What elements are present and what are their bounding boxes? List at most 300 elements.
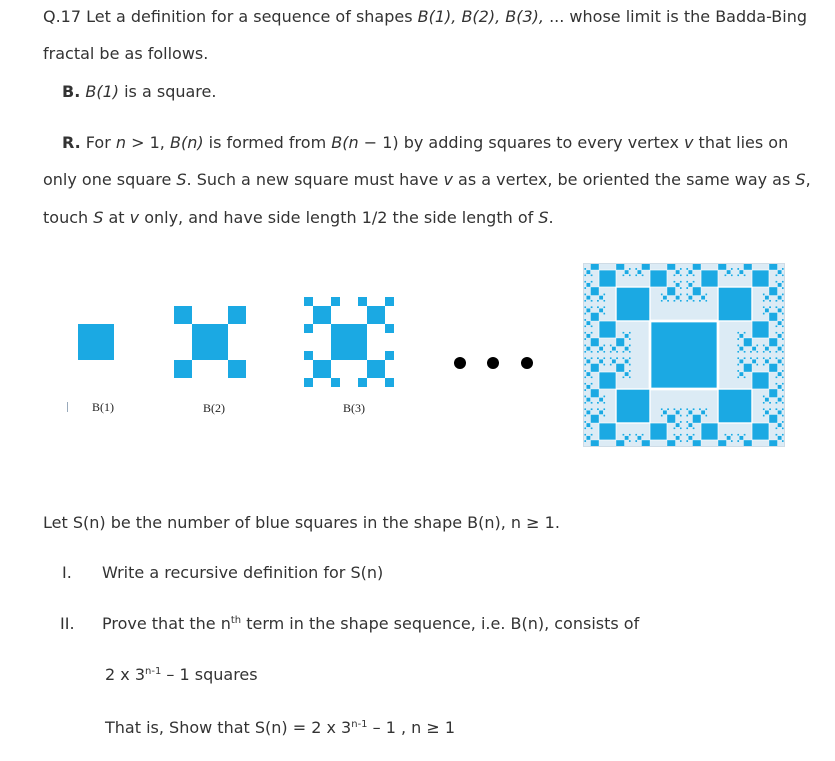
fractal-square xyxy=(599,359,603,363)
fractal-square xyxy=(782,338,784,340)
fractal-square xyxy=(737,370,739,372)
fractal-square xyxy=(686,415,688,417)
fractal-square xyxy=(586,359,590,363)
fractal-square xyxy=(622,332,624,334)
fractal-square xyxy=(586,283,590,287)
fractal-square xyxy=(663,296,667,300)
fractal-square xyxy=(610,364,612,366)
fractal-square xyxy=(667,264,676,270)
fractal-square xyxy=(591,264,600,270)
fractal-square xyxy=(629,376,631,378)
fractal-square xyxy=(765,347,769,351)
fractal-square xyxy=(763,402,765,404)
fractal-square xyxy=(603,300,605,302)
fractal-square xyxy=(782,389,784,391)
fractal-square xyxy=(718,287,752,321)
fractal-square xyxy=(778,359,782,363)
fractal-square xyxy=(635,434,637,436)
fractal-square xyxy=(586,308,590,312)
blue-square xyxy=(313,306,331,324)
fractal-square xyxy=(756,364,758,366)
fractal-square xyxy=(763,293,765,295)
fractal-square xyxy=(705,408,707,410)
fractal-square xyxy=(763,395,765,397)
fractal-square xyxy=(775,306,777,308)
fractal-square xyxy=(756,351,758,353)
fractal-square xyxy=(688,436,692,440)
fractal-square xyxy=(625,334,629,338)
fractal-square xyxy=(775,376,777,378)
blue-square xyxy=(385,351,394,360)
fractal-square xyxy=(673,274,675,276)
task-i-text: Write a recursive definition for S(n) xyxy=(102,563,384,582)
fractal-square xyxy=(782,427,784,429)
fractal-square xyxy=(599,372,616,389)
fractal-square xyxy=(775,332,777,334)
fractal-square xyxy=(782,268,784,270)
fractal-square xyxy=(591,383,593,385)
blue-square xyxy=(331,297,340,306)
fractal-square xyxy=(699,300,701,302)
fractal-square xyxy=(650,321,718,389)
blue-square xyxy=(228,306,246,324)
fractal-square xyxy=(584,395,586,397)
fractal-square xyxy=(599,347,603,351)
fractal-square xyxy=(778,423,782,427)
fractal-square xyxy=(603,408,605,410)
fractal-square xyxy=(739,436,743,440)
fractal-square xyxy=(676,423,680,427)
fractal-square xyxy=(699,408,701,410)
fractal-square xyxy=(769,440,778,446)
fractal-square xyxy=(591,338,600,347)
fractal-square xyxy=(769,364,778,373)
fractal-square xyxy=(584,364,586,366)
fractal-square xyxy=(629,332,631,334)
fractal-square xyxy=(584,440,586,442)
fractal-square xyxy=(591,300,593,302)
fractal-square xyxy=(616,357,618,359)
fractal-square xyxy=(591,351,593,353)
fractal-square xyxy=(763,300,765,302)
fractal-square xyxy=(775,281,777,283)
fractal-square xyxy=(701,423,718,440)
fractal-square xyxy=(584,376,586,378)
fractal-square xyxy=(591,287,600,296)
fractal-square xyxy=(705,300,707,302)
fractal-square xyxy=(599,398,603,402)
shape-b3 xyxy=(304,297,394,387)
task-i-label: I. xyxy=(62,563,72,582)
fractal-square xyxy=(782,370,784,372)
fractal-square xyxy=(584,319,586,321)
fractal-square xyxy=(584,383,586,385)
fractal-square xyxy=(782,421,784,423)
fractal-square xyxy=(737,357,739,359)
fractal-square xyxy=(622,351,624,353)
fractal-square xyxy=(616,338,625,347)
fractal-square xyxy=(705,293,707,295)
fractal-square xyxy=(744,274,746,276)
shape-sequence-figure xyxy=(60,292,420,392)
fractal-square xyxy=(778,321,782,325)
fractal-square xyxy=(676,436,680,440)
fractal-square xyxy=(597,306,599,308)
fractal-square xyxy=(661,293,663,295)
fractal-square xyxy=(744,376,746,378)
blue-square xyxy=(174,360,192,378)
fractal-square xyxy=(680,293,682,295)
fractal-square xyxy=(584,421,586,423)
fractal-square xyxy=(591,274,593,276)
fractal-square xyxy=(584,300,586,302)
fractal-square xyxy=(737,434,739,436)
fractal-square xyxy=(584,344,586,346)
fractal-square xyxy=(737,338,739,340)
fractal-square xyxy=(622,357,624,359)
fractal-square xyxy=(769,415,778,424)
fractal-square xyxy=(663,410,667,414)
fractal-square xyxy=(599,410,603,414)
fractal-square xyxy=(782,300,784,302)
fractal-square xyxy=(688,270,692,274)
fractal-square xyxy=(586,270,590,274)
fractal-square xyxy=(635,440,637,442)
formula-line: 2 x 3$^{n-1}$ – 1 squares xyxy=(105,665,258,684)
fractal-square xyxy=(782,281,784,283)
fractal-square xyxy=(591,306,593,308)
fractal-square xyxy=(616,351,618,353)
fractal-square xyxy=(584,325,586,327)
figure-tick-mark xyxy=(67,402,68,412)
basis-label: B. xyxy=(62,82,81,101)
fractal-square xyxy=(688,296,692,300)
fractal-square xyxy=(782,357,784,359)
fractal-square xyxy=(778,334,782,338)
fractal-square xyxy=(763,306,765,308)
fractal-square xyxy=(750,357,752,359)
fractal-square xyxy=(676,296,680,300)
fractal-square xyxy=(737,376,739,378)
fractal-square xyxy=(705,415,707,417)
blue-square xyxy=(174,306,192,324)
fractal-square xyxy=(739,372,743,376)
fractal-square xyxy=(763,351,765,353)
fractal-square xyxy=(693,281,695,283)
fractal-square xyxy=(591,434,593,436)
fractal-square xyxy=(686,427,688,429)
fractal-square xyxy=(782,287,784,289)
blue-square xyxy=(331,378,340,387)
fractal-square xyxy=(610,351,612,353)
fractal-square xyxy=(586,423,590,427)
fractal-square xyxy=(591,376,593,378)
fractal-square xyxy=(727,270,731,274)
fractal-square xyxy=(737,344,739,346)
fractal-square xyxy=(584,268,586,270)
fractal-square xyxy=(680,440,682,442)
fractal-square xyxy=(782,440,784,442)
fractal-square xyxy=(629,351,631,353)
task-ii-label: II. xyxy=(60,614,75,633)
fractal-square xyxy=(769,389,778,398)
fractal-square xyxy=(778,283,782,287)
fractal-square xyxy=(739,359,743,363)
fractal-square xyxy=(586,398,590,402)
fractal-square xyxy=(731,434,733,436)
fractal-square xyxy=(584,408,586,410)
fractal-square xyxy=(591,357,593,359)
fractal-square xyxy=(584,357,586,359)
fractal-square xyxy=(603,402,605,404)
fractal-square xyxy=(782,434,784,436)
fractal-square xyxy=(642,264,651,270)
fractal-square xyxy=(597,408,599,410)
fractal-square xyxy=(686,293,688,295)
fractal-square xyxy=(763,364,765,366)
fractal-square xyxy=(686,274,688,276)
fractal-square xyxy=(642,274,644,276)
fractal-square xyxy=(737,332,739,334)
fractal-square xyxy=(661,408,663,410)
fractal-square xyxy=(629,268,631,270)
fractal-square xyxy=(586,321,590,325)
fractal-square xyxy=(584,338,586,340)
fractal-square xyxy=(635,268,637,270)
fractal-square xyxy=(612,359,616,363)
fractal-square xyxy=(586,347,590,351)
fractal-square xyxy=(625,372,629,376)
fractal-square xyxy=(586,385,590,389)
fractal-square xyxy=(622,274,624,276)
fractal-square xyxy=(584,434,586,436)
blue-square xyxy=(313,360,331,378)
ellipsis-dot-3 xyxy=(521,357,533,369)
blue-square xyxy=(331,324,367,360)
fractal-square xyxy=(642,434,644,436)
fractal-square xyxy=(756,344,758,346)
ellipsis-dot-2 xyxy=(487,357,499,369)
fractal-square xyxy=(625,436,629,440)
blue-square xyxy=(304,378,313,387)
fractal-square xyxy=(744,434,746,436)
fractal-square xyxy=(597,300,599,302)
fractal-square xyxy=(778,398,782,402)
fractal-square xyxy=(744,264,753,270)
blue-square xyxy=(367,306,385,324)
fractal-square xyxy=(603,395,605,397)
fractal-square xyxy=(686,268,688,270)
fractal-square xyxy=(744,357,746,359)
blue-square xyxy=(228,360,246,378)
fractal-square xyxy=(778,296,782,300)
fractal-square xyxy=(676,270,680,274)
fractal-square xyxy=(693,415,702,424)
fractal-square xyxy=(701,270,718,287)
fractal-square xyxy=(739,334,743,338)
fractal-square xyxy=(680,268,682,270)
fractal-square xyxy=(650,270,667,287)
fractal-square xyxy=(591,364,600,373)
fractal-square xyxy=(775,325,777,327)
fractal-square xyxy=(744,351,746,353)
fractal-square xyxy=(744,332,746,334)
recursion-label: R. xyxy=(62,133,81,152)
fractal-square xyxy=(782,325,784,327)
recursion-line-1: R. For n > 1, B(n) is formed from B(n − 1) by adding squares to every vertex v that lies on xyxy=(62,133,789,152)
fractal-square xyxy=(769,357,771,359)
fractal-square xyxy=(782,274,784,276)
fractal-square xyxy=(769,408,771,410)
blue-square xyxy=(385,324,394,333)
task-intro: Let S(n) be the number of blue squares in the shape B(n), n ≥ 1. xyxy=(43,513,560,532)
fractal-square xyxy=(688,423,692,427)
fractal-square xyxy=(680,300,682,302)
fractal-square xyxy=(603,357,605,359)
fractal-square xyxy=(782,364,784,366)
fractal-square xyxy=(693,274,695,276)
fractal-square xyxy=(625,359,629,363)
fractal-square xyxy=(775,300,777,302)
fractal-square xyxy=(616,287,650,321)
fractal-square xyxy=(584,402,586,404)
fractal-square xyxy=(778,308,782,312)
fractal-square xyxy=(584,306,586,308)
question-line-2: fractal be as follows. xyxy=(43,44,209,63)
fractal-square xyxy=(731,274,733,276)
fractal-square xyxy=(597,351,599,353)
fractal-square xyxy=(603,344,605,346)
fractal-square xyxy=(775,274,777,276)
blue-square xyxy=(304,351,313,360)
fractal-square xyxy=(584,427,586,429)
fractal-square xyxy=(584,274,586,276)
fractal-square xyxy=(667,408,669,410)
question-number: Q.17 xyxy=(43,7,82,26)
blue-square xyxy=(385,297,394,306)
label-b2: B(2) xyxy=(203,401,225,415)
label-b1: B(1) xyxy=(92,400,114,414)
fractal-square xyxy=(591,402,593,404)
fractal-square xyxy=(765,359,769,363)
fractal-square xyxy=(610,344,612,346)
fractal-square xyxy=(680,427,682,429)
fractal-square xyxy=(769,306,771,308)
fractal-square xyxy=(650,423,667,440)
fractal-square xyxy=(782,415,784,417)
fractal-square xyxy=(737,440,739,442)
blue-square xyxy=(78,324,114,360)
fractal-square xyxy=(782,293,784,295)
fractal-square xyxy=(673,281,675,283)
fractal-drawing xyxy=(584,264,784,446)
fractal-square xyxy=(597,357,599,359)
fractal-square xyxy=(591,427,593,429)
fractal-square xyxy=(752,270,769,287)
shape-b1 xyxy=(78,324,114,360)
fractal-square xyxy=(701,296,705,300)
blue-square xyxy=(385,378,394,387)
fractal-square xyxy=(765,296,769,300)
fractal-square xyxy=(782,313,784,315)
fractal-square xyxy=(765,308,769,312)
fractal-square xyxy=(629,338,631,340)
recursion-line-2: only one square S. Such a new square must have v as a vertex, be oriented the same way as S, xyxy=(43,170,811,189)
fractal-square xyxy=(673,427,675,429)
fractal-square xyxy=(622,434,624,436)
fractal-square xyxy=(622,376,624,378)
fractal-square xyxy=(584,389,586,391)
fractal-square xyxy=(584,287,586,289)
fractal-square xyxy=(769,264,778,270)
fractal-square xyxy=(782,344,784,346)
fractal-square xyxy=(584,293,586,295)
fractal-square xyxy=(584,351,586,353)
fractal-square xyxy=(680,415,682,417)
fractal-square xyxy=(586,410,590,414)
fractal-square xyxy=(782,395,784,397)
fractal-square xyxy=(591,332,593,334)
fractal-square xyxy=(752,347,756,351)
fractal-square xyxy=(693,287,702,296)
fractal-square xyxy=(686,287,688,289)
fractal-square xyxy=(718,440,727,446)
fractal-square xyxy=(635,274,637,276)
fractal-square xyxy=(584,313,586,315)
fractal-square xyxy=(667,287,676,296)
fractal-square xyxy=(584,415,586,417)
fractal-square xyxy=(637,436,641,440)
fractal-square xyxy=(586,334,590,338)
fractal-square xyxy=(752,372,769,389)
fractal-square xyxy=(775,408,777,410)
fractal-square xyxy=(591,415,600,424)
fractal-square xyxy=(763,408,765,410)
fractal-square xyxy=(667,300,669,302)
fractal-square xyxy=(661,300,663,302)
fractal-square xyxy=(586,296,590,300)
fractal-square xyxy=(693,300,695,302)
fractal-square xyxy=(763,415,765,417)
shape-b2 xyxy=(174,306,246,378)
fractal-square xyxy=(782,402,784,404)
fractal-square xyxy=(769,402,771,404)
fractal-square xyxy=(744,440,753,446)
fractal-square xyxy=(680,408,682,410)
fractal-square xyxy=(625,270,629,274)
fractal-square xyxy=(744,364,753,373)
fractal-square xyxy=(752,359,756,363)
fractal-square xyxy=(673,434,675,436)
fractal-square xyxy=(680,274,682,276)
fractal-square xyxy=(778,385,782,389)
fractal-square xyxy=(642,440,651,446)
fractal-square xyxy=(603,313,605,315)
fractal-square xyxy=(782,306,784,308)
recursion-line-3: touch S at v only, and have side length 1/2 the side length of S. xyxy=(43,208,554,227)
fractal-square xyxy=(676,283,680,287)
fractal-square xyxy=(724,434,726,436)
fractal-square xyxy=(782,376,784,378)
fractal-square xyxy=(769,287,778,296)
fractal-square xyxy=(629,364,631,366)
fractal-square xyxy=(637,270,641,274)
badda-bing-fractal xyxy=(583,263,785,447)
fractal-square xyxy=(737,274,739,276)
fractal-square xyxy=(778,270,782,274)
fractal-square xyxy=(599,308,603,312)
fractal-square xyxy=(778,347,782,351)
